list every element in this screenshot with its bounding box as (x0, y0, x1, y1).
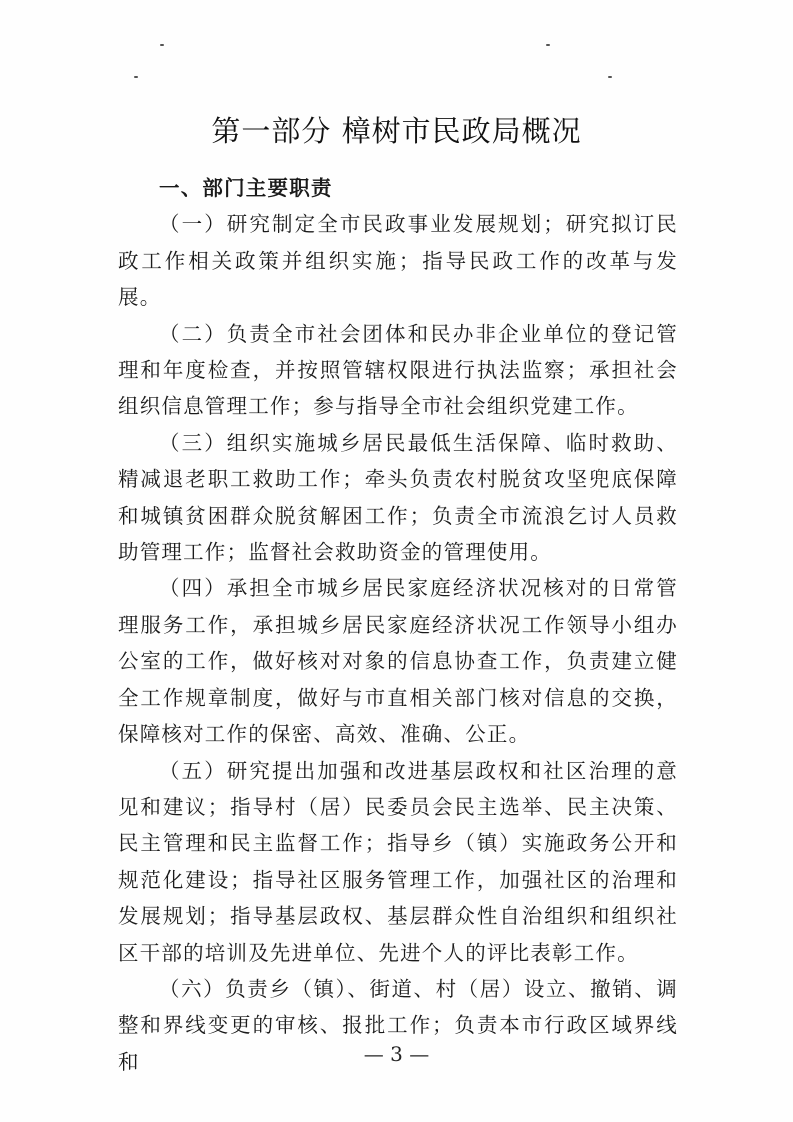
duty-paragraph-5: （五）研究提出加强和改进基层政权和社区治理的意见和建议；指导村（居）民委员会民主选举、民主决策、民主管理和民主监督工作；指导乡（镇）实施政务公开和规范化建设；指导社区服务管理工作，加强社区的治理和发展规划；指导基层政权、基层群众性自治组织和组织社区干部的培训及先进单位、先进个人的评比表彰工作。 (118, 758, 678, 965)
section-heading: 一、部门主要职责 (159, 176, 333, 200)
duty-paragraph-2: （二）负责全市社会团体和民办非企业单位的登记管理和年度检查，并按照管辖权限进行执法监察；承担社会组织信息管理工作；参与指导全市社会组织党建工作。 (118, 321, 678, 419)
duty-paragraph-3: （三）组织实施城乡居民最低生活保障、临时救助、精减退老职工救助工作；牵头负责农村脱贫攻坚兜底保障和城镇贫困群众脱贫解困工作；负责全市流浪乞讨人员救助管理工作；监督社会救助资金的管理使用。 (118, 430, 678, 565)
scan-speck (608, 76, 612, 78)
document-title: 第一部分 樟树市民政局概况 (211, 114, 582, 149)
scan-speck (134, 76, 138, 78)
duty-paragraph-1: （一）研究制定全市民政事业发展规划；研究拟订民政工作相关政策并组织实施；指导民政工作的改革与发展。 (118, 212, 678, 310)
scan-speck (546, 44, 550, 46)
page-number: — 3 — (363, 1042, 430, 1066)
duty-paragraph-4: （四）承担全市城乡居民家庭经济状况核对的日常管理服务工作，承担城乡居民家庭经济状况工作领导小组办公室的工作，做好核对对象的信息协查工作，负责建立健全工作规章制度，做好与市直相关部门核对信息的交换，保障核对工作的保密、高效、准确、公正。 (118, 576, 678, 747)
document-body (118, 170, 678, 1080)
scan-speck (160, 44, 164, 46)
duty-paragraph-6: （六）负责乡（镇）、街道、村（居）设立、撤销、调整和界线变更的审核、报批工作；负责本市行政区域界线和 (118, 976, 678, 1074)
